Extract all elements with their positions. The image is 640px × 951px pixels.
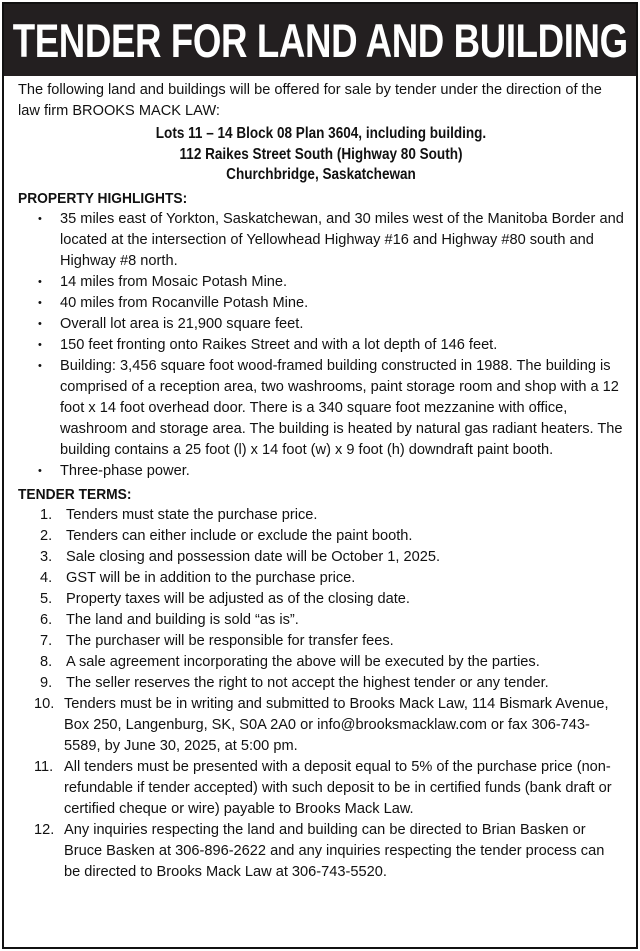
term-text: Any inquiries respecting the land and building can be directed to Brian Basken or Bruce Basken at 306-896-2622 and any inquiries respecting the tender process can be directed to Brooks Mack Law at 306-743-5520. — [64, 821, 605, 880]
term-item — [40, 589, 624, 610]
term-text: Tenders can either include or exclude the paint booth. — [66, 527, 413, 544]
term-number: 11. — [34, 758, 54, 775]
term-item — [40, 631, 624, 652]
highlights-heading: PROPERTY HIGHLIGHTS: — [18, 189, 188, 207]
highlight-item: • 35 miles east of Yorkton, Saskatchewan, and 30 miles west of the Manitoba Border and located at the intersection of Yellowhead Highway #16 and Highway #80 south and Highway #8 north. — [38, 209, 624, 272]
subject-line: 112 Raikes Street South (Highway 80 South) — [179, 145, 463, 163]
subject-line: Churchbridge, Saskatchewan — [226, 166, 416, 183]
term-number: 10. — [34, 695, 55, 712]
term-item — [40, 673, 624, 694]
term-number: 6. — [40, 611, 53, 628]
term-item — [34, 757, 624, 820]
highlight-item: • 14 miles from Mosaic Potash Mine. — [38, 272, 624, 293]
term-number: 2. — [40, 527, 53, 544]
term-text: A sale agreement incorporating the above will be executed by the parties. — [66, 653, 540, 670]
term-text: The purchaser will be responsible for transfer fees. — [66, 632, 394, 649]
term-item — [34, 820, 624, 883]
term-number: 3. — [40, 548, 53, 565]
terms-heading: TENDER TERMS: — [18, 485, 132, 503]
intro-text: The following land and buildings will be offered for sale by tender under the direction of the law firm BROOKS MACK LAW: — [18, 82, 602, 119]
highlights-list — [18, 209, 624, 482]
page-title: TENDER FOR LAND AND BUILDING — [12, 13, 628, 67]
term-number: 4. — [40, 569, 53, 586]
terms-list — [18, 505, 624, 883]
term-number: 9. — [40, 674, 53, 691]
term-text: The land and building is sold “as is”. — [66, 611, 299, 628]
term-item — [40, 505, 624, 526]
term-text: Property taxes will be adjusted as of the closing date. — [66, 590, 410, 607]
term-number: 7. — [40, 632, 53, 649]
property-subject — [18, 124, 624, 186]
highlight-item: • 150 feet fronting onto Raikes Street and with a lot depth of 146 feet. — [38, 335, 624, 356]
term-number: 5. — [40, 590, 53, 607]
ad-body — [4, 76, 636, 883]
term-text: Sale closing and possession date will be October 1, 2025. — [66, 548, 440, 565]
term-item — [40, 547, 624, 568]
term-number: 12. — [34, 821, 55, 838]
term-number: 8. — [40, 653, 53, 670]
ad-frame — [2, 2, 638, 949]
term-number: 1. — [40, 506, 53, 523]
subject-line: Lots 11 – 14 Block 08 Plan 3604, including building. — [155, 125, 487, 142]
term-item — [40, 610, 624, 631]
term-text: The seller reserves the right to not accept the highest tender or any tender. — [66, 674, 549, 691]
term-item — [34, 694, 624, 757]
term-text: Tenders must state the purchase price. — [66, 506, 318, 523]
highlight-item: • 40 miles from Rocanville Potash Mine. — [38, 293, 624, 314]
term-item — [40, 568, 624, 589]
term-text: Tenders must be in writing and submitted to Brooks Mack Law, 114 Bismark Avenue, Box 250, Langenburg, SK, S0A 2A0 or info@brooksmacklaw.com or fax 306-743-5589, by June 30, 2025, at 5:00 pm. — [64, 695, 609, 754]
highlight-item: • Overall lot area is 21,900 square feet. — [38, 314, 624, 335]
highlight-item: • Three-phase power. — [38, 461, 624, 482]
term-item — [40, 526, 624, 547]
title-banner — [4, 4, 636, 76]
term-text: GST will be in addition to the purchase price. — [66, 569, 356, 586]
highlight-item: • Building: 3,456 square foot wood-framed building constructed in 1988. The building is comprised of a reception area, two washrooms, paint storage room and shop with a 12 foot x 14 foot overhead door. There is a 340 square foot mezzanine with office, washroom and storage area. The building is heated by natural gas radiant heaters. The building contains a 25 foot (l) x 14 foot (w) x 9 foot (h) downdraft paint booth. — [38, 356, 624, 461]
term-item — [40, 652, 624, 673]
term-text: All tenders must be presented with a deposit equal to 5% of the purchase price (non-refundable if tender accepted) with such deposit to be in certified funds (bank draft or certified cheque or wire) payable to Brooks Mack Law. — [64, 758, 612, 817]
